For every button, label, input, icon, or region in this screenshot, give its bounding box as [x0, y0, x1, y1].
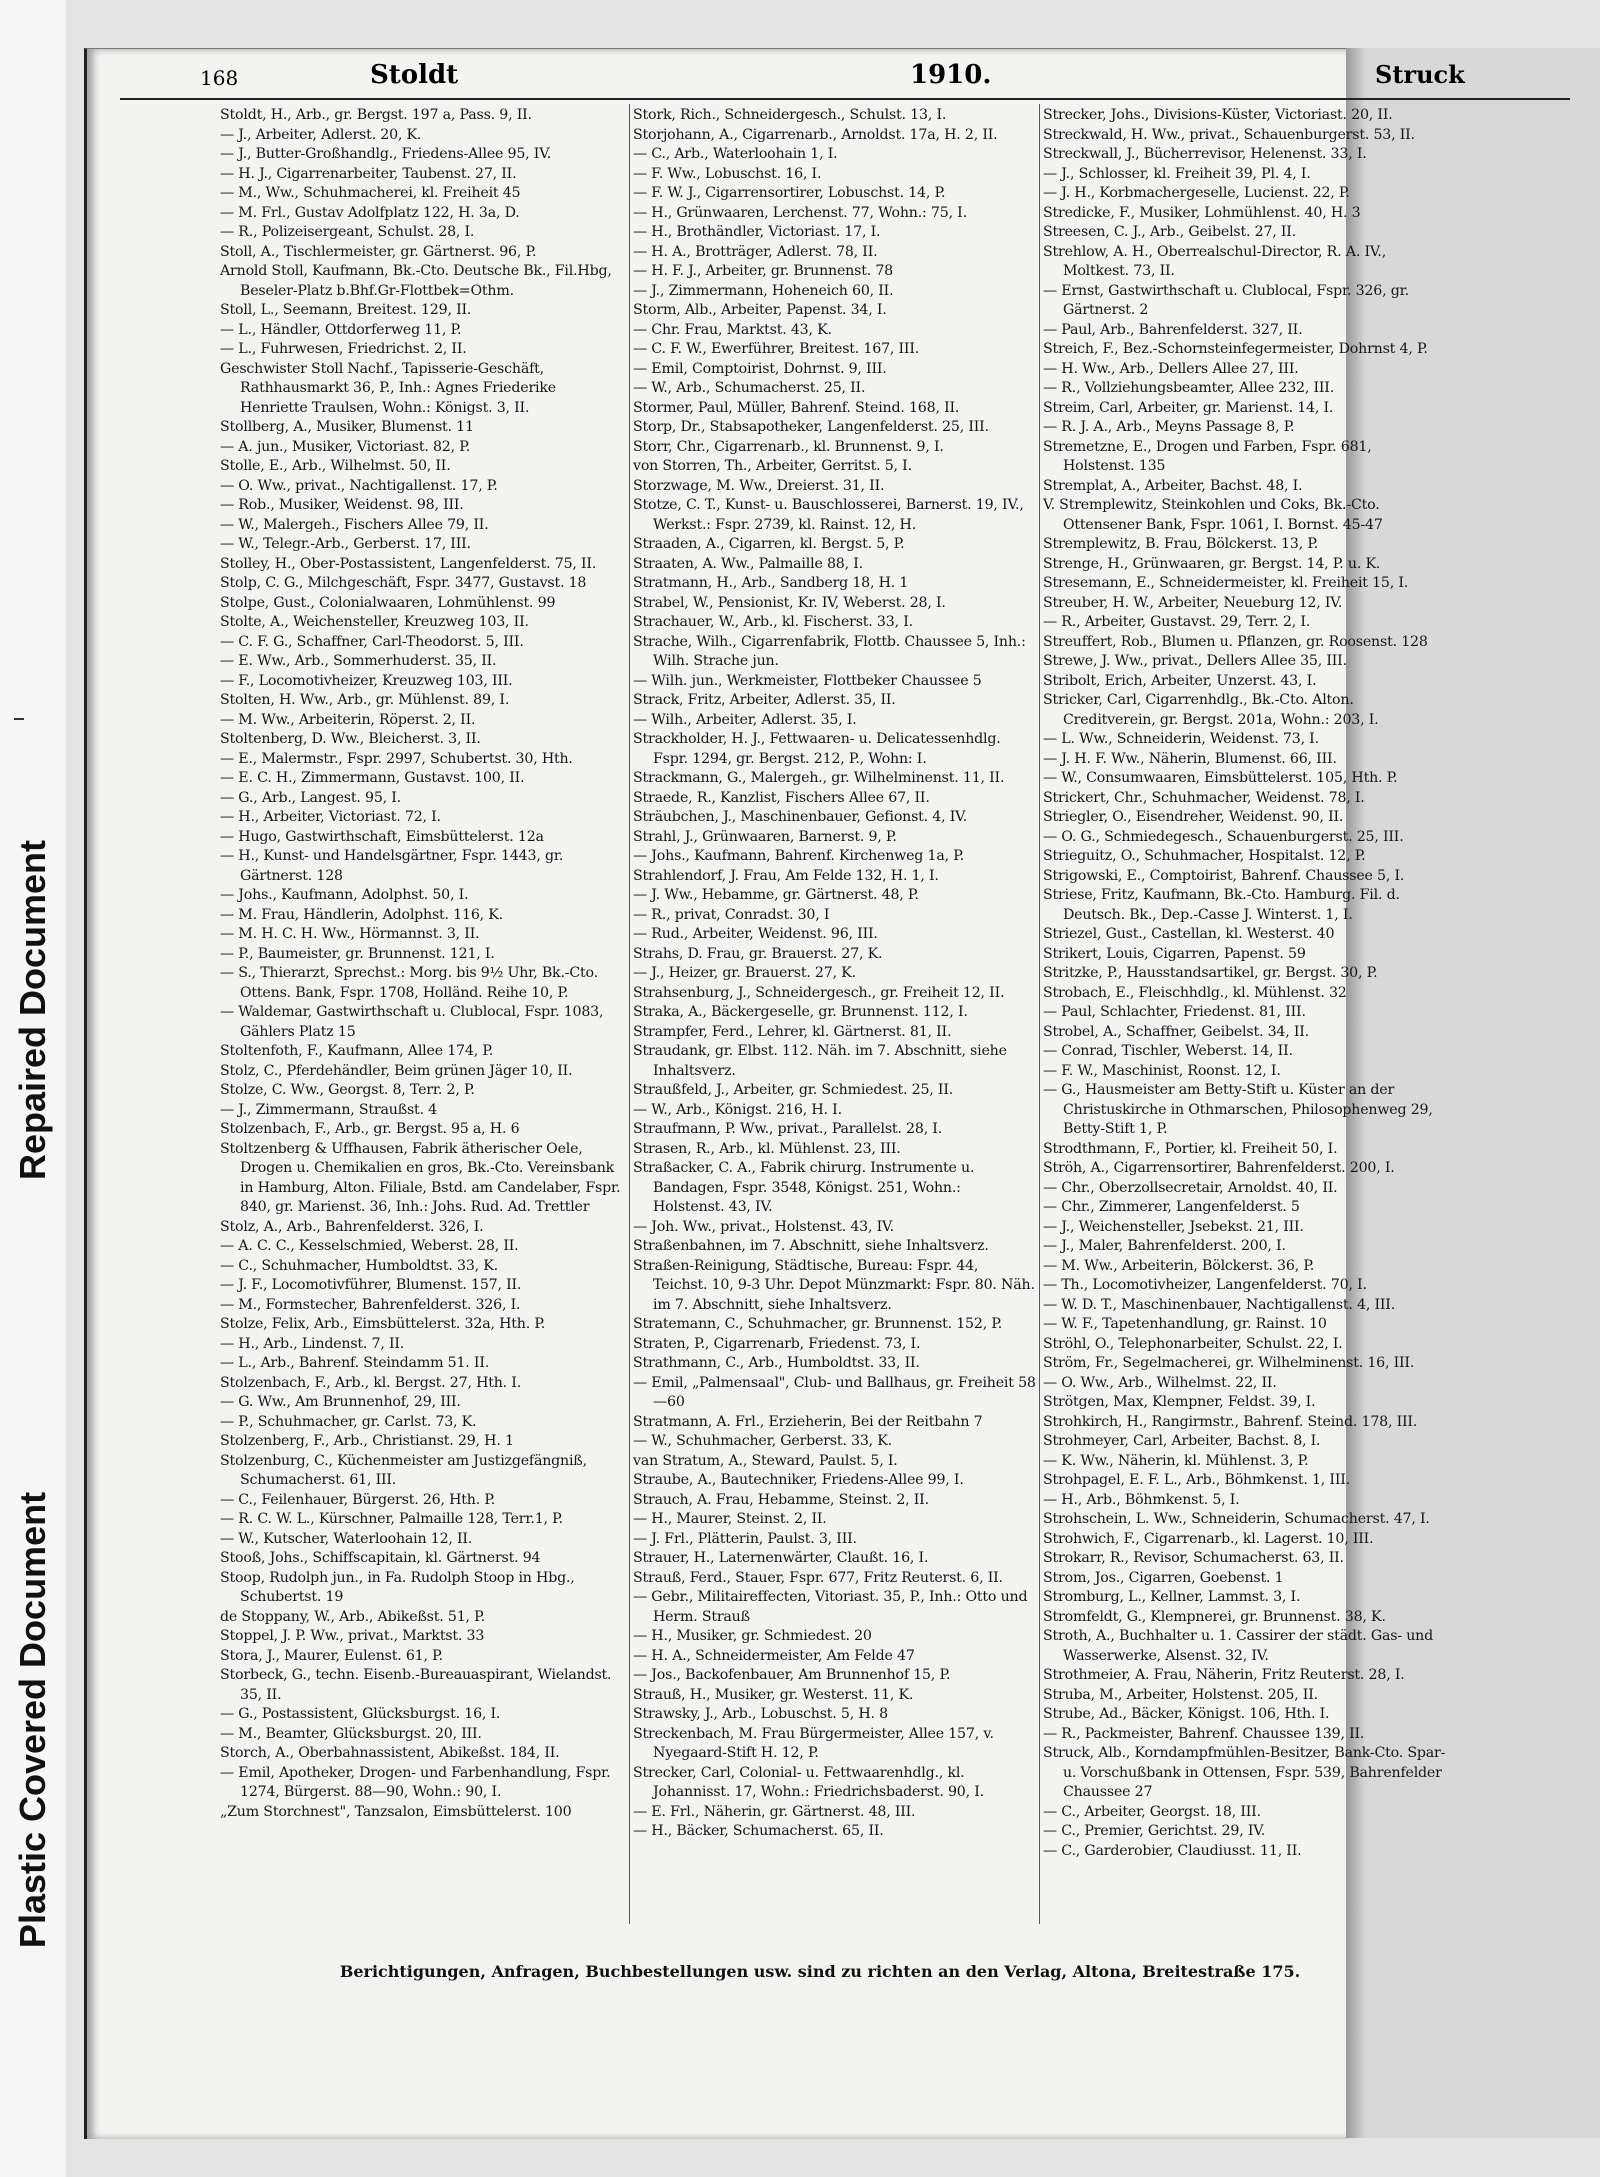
directory-entry: Straßenbahnen, im 7. Abschnitt, siehe Inhaltsverz. — [633, 1238, 989, 1254]
directory-entry: — H., Musiker, gr. Schmiedest. 20 — [633, 1628, 872, 1644]
directory-entry: Geschwister Stoll Nachf., Tapisserie-Geschäft, Rathhausmarkt 36, P., Inh.: Agnes Friederike Henriette Traulsen, Wohn.: Königst. 3, II. — [220, 360, 556, 416]
directory-entry: — O. Ww., Arb., Wilhelmst. 22, II. — [1043, 1374, 1277, 1391]
directory-entry: Strehlow, A. H., Oberrealschul-Director, R. A. IV., Moltkest. 73, II. — [1043, 243, 1387, 279]
directory-entry: Strathmann, C., Arb., Humboldtst. 33, II. — [633, 1355, 920, 1371]
directory-entry: — M. Frau, Händlerin, Adolphst. 116, K. — [220, 906, 503, 923]
directory-entry: Strahs, D. Frau, gr. Brauerst. 27, K. — [633, 945, 883, 962]
directory-entry: — Waldemar, Gastwirthschaft u. Clublocal, Fspr. 1083, Gählers Platz 15 — [220, 1004, 604, 1040]
directory-entry: — G., Arb., Langest. 95, I. — [220, 789, 401, 806]
directory-column-2 — [633, 106, 1036, 1946]
directory-entry: — H. A., Schneidermeister, Am Felde 47 — [633, 1647, 915, 1664]
directory-entry: Strohwich, F., Cigarrenarb., kl. Lagerst. 10, III. — [1043, 1530, 1374, 1547]
directory-entry: Ströh, A., Cigarrensortirer, Bahrenfelderst. 200, I. — [1043, 1160, 1395, 1176]
directory-entry: Straten, P., Cigarrenarb, Friedenst. 73, I. — [633, 1335, 921, 1352]
directory-entry: — E. C. H., Zimmermann, Gustavst. 100, II. — [220, 770, 525, 786]
directory-entry: — Joh. Ww., privat., Holstenst. 43, IV. — [633, 1218, 894, 1235]
directory-entry: — J., Butter-Großhandlg., Friedens-Allee 95, IV. — [220, 146, 552, 162]
directory-entry: — J., Maler, Bahrenfelderst. 200, I. — [1043, 1238, 1286, 1254]
directory-entry: — H., Arb., Böhmkenst. 5, I. — [1043, 1491, 1240, 1508]
directory-entry: Straube, A., Bautechniker, Friedens-Allee 99, I. — [633, 1472, 964, 1488]
directory-entry: Stremplat, A., Arbeiter, Bachst. 48, I. — [1043, 477, 1303, 494]
directory-entry: — M., Ww., Schuhmacherei, kl. Freiheit 45 — [220, 185, 521, 201]
directory-entry: — F., Locomotivheizer, Kreuzweg 103, III. — [220, 672, 513, 689]
directory-entry: — J. H., Korbmachergeselle, Lucienst. 22, P. — [1043, 185, 1350, 201]
column-divider — [629, 104, 630, 1924]
directory-entry: Strube, Ad., Bäcker, Königst. 106, Hth. I. — [1043, 1706, 1330, 1722]
directory-entry: — W., Arb., Königst. 216, H. I. — [633, 1101, 842, 1118]
directory-entry: Storch, A., Oberbahnassistent, Abikeßst. 184, II. — [220, 1745, 560, 1761]
directory-entry: — K. Ww., Näherin, kl. Mühlenst. 3, P. — [1043, 1452, 1309, 1469]
directory-entry: — Chr., Oberzollsecretair, Arnoldst. 40, II. — [1043, 1179, 1338, 1196]
directory-entry: — Rob., Musiker, Weidenst. 98, III. — [220, 497, 464, 513]
directory-entry: Strohmeyer, Carl, Arbeiter, Bachst. 8, I. — [1043, 1433, 1321, 1449]
directory-entry: Strasen, R., Arb., kl. Mühlenst. 23, III. — [633, 1140, 901, 1157]
directory-entry: — C., Premier, Gerichtst. 29, IV. — [1043, 1823, 1266, 1839]
directory-entry: Strohschein, L. Ww., Schneiderin, Schumacherst. 47, I. — [1043, 1511, 1430, 1527]
directory-entry: Stolle, E., Arb., Wilhelmst. 50, II. — [220, 458, 451, 474]
directory-entry: Straaden, A., Cigarren, kl. Bergst. 5, P. — [633, 536, 905, 552]
directory-entry: — G., Postassistent, Glücksburgst. 16, I. — [220, 1706, 501, 1722]
directory-entry: Storm, Alb., Arbeiter, Papenst. 34, I. — [633, 302, 887, 318]
directory-entry: — Chr., Zimmerer, Langenfelderst. 5 — [1043, 1199, 1300, 1215]
directory-entry: Strauch, A. Frau, Hebamme, Steinst. 2, II. — [633, 1491, 929, 1508]
directory-entry: — J. H. F. Ww., Näherin, Blumenst. 66, III. — [1043, 750, 1337, 767]
directory-entry: „Zum Storchnest", Tanzsalon, Eimsbüttelerst. 100 — [220, 1803, 572, 1820]
directory-entry: Strackmann, G., Malergeh., gr. Wilhelminenst. 11, II. — [633, 770, 1005, 786]
directory-entry: Stribolt, Erich, Arbeiter, Unzerst. 43, I. — [1043, 672, 1317, 689]
directory-entry: Ström, Fr., Segelmacherei, gr. Wilhelminenst. 16, III. — [1043, 1355, 1415, 1371]
directory-entry: Struck, Alb., Korndampfmühlen-Besitzer, Bank-Cto. Spar- u. Vorschußbank in Ottensen, Fspr. 539, Bahrenfelder Chaussee 27 — [1043, 1745, 1446, 1800]
directory-entry: — O. G., Schmiedegesch., Schauenburgerst. 25, III. — [1043, 828, 1404, 845]
directory-entry: — H., Arbeiter, Victoriast. 72, I. — [220, 809, 441, 825]
directory-entry: Stratmann, H., Arb., Sandberg 18, H. 1 — [633, 575, 909, 591]
directory-entry: — Th., Locomotivheizer, Langenfelderst. 70, I. — [1043, 1277, 1367, 1293]
directory-entry: — J., Zimmermann, Straußst. 4 — [220, 1101, 438, 1118]
directory-entry: — H., Maurer, Steinst. 2, II. — [633, 1511, 827, 1527]
directory-entry: Strahlendorf, J. Frau, Am Felde 132, H. 1, I. — [633, 867, 939, 884]
directory-entry: Straußfeld, J., Arbeiter, gr. Schmiedest. 25, II. — [633, 1082, 954, 1098]
directory-entry: Straka, A., Bäckergeselle, gr. Brunnenst. 112, I. — [633, 1004, 968, 1020]
directory-entry: Strigowski, E., Comptoirist, Bahrenf. Chaussee 5, I. — [1043, 867, 1405, 884]
directory-entry: — M. Frl., Gustav Adolfplatz 122, H. 3a, D. — [220, 204, 520, 221]
directory-entry: Strauer, H., Laternenwärter, Claußt. 16, I. — [633, 1550, 929, 1566]
directory-entry: — C., Arbeiter, Georgst. 18, III. — [1043, 1803, 1261, 1820]
directory-entry: — J., Arbeiter, Adlerst. 20, K. — [220, 126, 422, 143]
directory-entry: — E., Malermstr., Fspr. 2997, Schubertst. 30, Hth. — [220, 750, 573, 767]
directory-entry: Stritzke, P., Hausstandsartikel, gr. Bergst. 30, P. — [1043, 965, 1378, 981]
directory-entry: Strohpagel, E. F. L., Arb., Böhmkenst. 1, III. — [1043, 1472, 1350, 1488]
directory-entry: — J. Ww., Hebamme, gr. Gärtnerst. 48, P. — [633, 887, 919, 903]
header-year: 1910. — [910, 60, 992, 90]
directory-entry: — Wilh., Arbeiter, Adlerst. 35, I. — [633, 711, 857, 728]
page-number: 168 — [200, 66, 239, 90]
directory-entry: Strahl, J., Grünwaaren, Barnerst. 9, P. — [633, 828, 897, 845]
directory-entry: Stolzenbach, F., Arb., kl. Bergst. 27, Hth. I. — [220, 1374, 522, 1391]
directory-entry: Strackholder, H. J., Fettwaaren- u. Delicatessenhdlg. Fspr. 1294, gr. Bergst. 212, P., Wohn: I. — [633, 731, 1001, 767]
directory-entry: Strom, Jos., Cigarren, Goebenst. 1 — [1043, 1569, 1284, 1586]
directory-entry: Strawsky, J., Arb., Lobuschst. 5, H. 8 — [633, 1706, 888, 1722]
directory-entry: von Storren, Th., Arbeiter, Gerritst. 5, I. — [633, 458, 912, 474]
directory-entry: Stoldt, H., Arb., gr. Bergst. 197 a, Pass. 9, II. — [220, 107, 532, 123]
directory-entry: Strodthmann, F., Portier, kl. Freiheit 50, I. — [1043, 1140, 1338, 1157]
directory-entry: — A. jun., Musiker, Victoriast. 82, P. — [220, 438, 471, 455]
directory-entry: Straßen-Reinigung, Städtische, Bureau: Fspr. 44, Teichst. 10, 9-3 Uhr. Depot Münzmarkt: Fspr. 80. Näh. im 7. Abschnitt, siehe Inhaltsverz. — [633, 1257, 1035, 1313]
directory-entry: Straudank, gr. Elbst. 112. Näh. im 7. Abschnitt, siehe Inhaltsverz. — [633, 1043, 1007, 1079]
directory-entry: — Rud., Arbeiter, Weidenst. 96, III. — [633, 926, 878, 942]
directory-entry: Stotze, C. T., Kunst- u. Bauschlosserei, Barnerst. 19, IV., Werkst.: Fspr. 2739, kl. Rainst. 12, H. — [633, 497, 1024, 533]
directory-entry: — Emil, „Palmensaal", Club- und Ballhaus, gr. Freiheit 58—60 — [633, 1374, 1036, 1410]
directory-entry: — W., Consumwaaren, Eimsbüttelerst. 105, Hth. P. — [1043, 770, 1398, 786]
directory-entry: — P., Schuhmacher, gr. Carlst. 73, K. — [220, 1413, 477, 1430]
directory-entry: — Wilh. jun., Werkmeister, Flottbeker Chaussee 5 — [633, 672, 982, 689]
directory-entry: — C. F. G., Schaffner, Carl-Theodorst. 5, III. — [220, 633, 524, 650]
directory-entry: Stolz, C., Pferdehändler, Beim grünen Jäger 10, II. — [220, 1062, 573, 1079]
directory-entry: — Johs., Kaufmann, Bahrenf. Kirchenweg 1a, P. — [633, 848, 964, 864]
directory-entry: Stoltenberg, D. Ww., Bleicherst. 3, II. — [220, 731, 481, 747]
directory-entry: Striese, Fritz, Kaufmann, Bk.-Cto. Hamburg. Fil. d. Deutsch. Bk., Dep.-Casse J. Winterst. 1, I. — [1043, 887, 1400, 923]
directory-entry: — H. F. J., Arbeiter, gr. Brunnenst. 78 — [633, 263, 893, 279]
directory-entry: Stratmann, A. Frl., Erzieherin, Bei der Reitbahn 7 — [633, 1413, 983, 1430]
directory-entry: Strabel, W., Pensionist, Kr. IV, Weberst. 28, I. — [633, 594, 946, 611]
directory-entry: Stolzenberg, F., Arb., Christianst. 29, H. 1 — [220, 1433, 514, 1449]
directory-entry: Stolzenburg, C., Küchenmeister am Justizgefängniß, Schumacherst. 61, III. — [220, 1452, 587, 1488]
directory-entry: — H., Bäcker, Schumacherst. 65, II. — [633, 1823, 884, 1839]
directory-entry: — O. Ww., privat., Nachtigallenst. 17, P. — [220, 477, 498, 494]
directory-entry: Strobach, E., Fleischhdlg., kl. Mühlenst. 32 — [1043, 984, 1347, 1001]
directory-entry: Stork, Rich., Schneidergesch., Schulst. 13, I. — [633, 107, 947, 123]
directory-entry: — W., Malergeh., Fischers Allee 79, II. — [220, 516, 489, 533]
directory-entry: — E. Frl., Näherin, gr. Gärtnerst. 48, III. — [633, 1803, 916, 1820]
directory-entry: Stromburg, L., Kellner, Lammst. 3, I. — [1043, 1589, 1301, 1605]
directory-entry: Streuber, H. W., Arbeiter, Neueburg 12, IV. — [1043, 594, 1343, 611]
directory-entry: Stresemann, E., Schneidermeister, kl. Freiheit 15, I. — [1043, 575, 1409, 591]
directory-entry: Storjohann, A., Cigarrenarb., Arnoldst. 17a, H. 2, II. — [633, 126, 998, 143]
directory-entry: Storbeck, G., techn. Eisenb.-Bureauaspirant, Wielandst. 35, II. — [220, 1667, 612, 1703]
directory-entry: Streuffert, Rob., Blumen u. Pflanzen, gr. Roosenst. 128 — [1043, 633, 1428, 650]
directory-entry: — C. F. W., Ewerführer, Breitest. 167, III. — [633, 341, 920, 357]
publisher-note: Berichtigungen, Anfragen, Buchbestellungen usw. sind zu richten an den Verlag, Altona, Breitestraße 175. — [339, 1962, 1301, 1981]
directory-entry: de Stoppany, W., Arb., Abikeßst. 51, P. — [220, 1608, 485, 1625]
directory-entry: — R., Arbeiter, Gustavst. 29, Terr. 2, I. — [1043, 614, 1311, 630]
directory-entry: Stoltzenberg & Uffhausen, Fabrik ätherischer Oele, Drogen u. Chemikalien en gros, Bk.-Cto. Vereinsbank in Hamburg, Alton. Filiale, Bstd. am Candelaber, Fspr. 840, gr. Marienst. 36, Inh.: Johs. Rud. Ad. Trettler — [220, 1140, 621, 1215]
directory-entry: Strokarr, R., Revisor, Schumacherst. 63, II. — [1043, 1550, 1344, 1566]
directory-entry: Stoppel, J. P. Ww., privat., Marktst. 33 — [220, 1628, 485, 1644]
directory-entry: Straufmann, P. Ww., privat., Parallelst. 28, I. — [633, 1121, 943, 1137]
directory-entry: — R., Polizeisergeant, Schulst. 28, I. — [220, 224, 475, 240]
directory-entry: — R., Packmeister, Bahrenf. Chaussee 139, II. — [1043, 1725, 1365, 1742]
directory-entry: — G., Hausmeister am Betty-Stift u. Küster an der Christuskirche in Othmarschen, Philosophenweg 29, Betty-Stift 1, P. — [1043, 1082, 1433, 1137]
directory-entry: Stora, J., Maurer, Eulenst. 61, P. — [220, 1647, 443, 1664]
directory-entry: — Conrad, Tischler, Weberst. 14, II. — [1043, 1043, 1293, 1059]
directory-entry: — L., Arb., Bahrenf. Steindamm 51. II. — [220, 1355, 490, 1371]
directory-entry: — M., Formstecher, Bahrenfelderst. 326, I. — [220, 1296, 521, 1313]
directory-entry: Strecker, Johs., Divisions-Küster, Victoriast. 20, II. — [1043, 107, 1393, 123]
directory-entry: Strobel, A., Schaffner, Geibelst. 34, II. — [1043, 1023, 1309, 1040]
header-last-name: Struck — [1375, 60, 1465, 89]
directory-entry: — Paul, Arb., Bahrenfelderst. 327, II. — [1043, 321, 1303, 338]
directory-entry: — E. Ww., Arb., Sommerhuderst. 35, II. — [220, 653, 497, 669]
directory-entry: — H. J., Cigarrenarbeiter, Taubenst. 27, II. — [220, 165, 517, 182]
directory-entry: — A. C. C., Kesselschmied, Weberst. 28, II. — [220, 1238, 519, 1254]
directory-entry: Stredicke, F., Musiker, Lohmühlenst. 40, H. 3 — [1043, 204, 1361, 221]
directory-entry: Stolte, A., Weichensteller, Kreuzweg 103, II. — [220, 614, 529, 630]
directory-column-1 — [220, 106, 623, 1946]
directory-entry: Strache, Wilh., Cigarrenfabrik, Flottb. Chaussee 5, Inh.: Wilh. Strache jun. — [633, 633, 1026, 669]
directory-entry: — H. Ww., Arb., Dellers Allee 27, III. — [1043, 360, 1299, 377]
directory-entry: — S., Thierarzt, Sprechst.: Morg. bis 9½ Uhr, Bk.-Cto. Ottens. Bank, Fspr. 1708, Holländ. Reihe 10, P. — [220, 965, 598, 1001]
directory-entry: — W., Arb., Schumacherst. 25, II. — [633, 380, 866, 396]
directory-entry: — Paul, Schlachter, Friedenst. 81, III. — [1043, 1004, 1306, 1020]
directory-entry: — F. Ww., Lobuschst. 16, I. — [633, 165, 822, 182]
directory-entry: Stolpe, Gust., Colonialwaaren, Lohmühlenst. 99 — [220, 594, 556, 611]
directory-entry: Straede, R., Kanzlist, Fischers Allee 67, II. — [633, 789, 930, 806]
directory-entry: Stolze, C. Ww., Georgst. 8, Terr. 2, P. — [220, 1082, 475, 1098]
directory-column-3 — [1043, 106, 1446, 1946]
directory-entry: — L. Ww., Schneiderin, Weidenst. 73, I. — [1043, 731, 1319, 747]
document-cover-strip: Plastic Covered Document Repaired Document — [0, 0, 66, 2177]
directory-entry: Stollberg, A., Musiker, Blumenst. 11 — [220, 419, 474, 435]
directory-entry: Storzwage, M. Ww., Dreierst. 31, II. — [633, 477, 885, 494]
directory-entry: — W., Kutscher, Waterloohain 12, II. — [220, 1530, 473, 1547]
directory-entry: Strötgen, Max, Klempner, Feldst. 39, I. — [1043, 1394, 1316, 1410]
directory-entry: — J., Heizer, gr. Brauerst. 27, K. — [633, 965, 856, 981]
header-first-name: Stoldt — [370, 60, 459, 90]
directory-entry: Stolley, H., Ober-Postassistent, Langenfelderst. 75, II. — [220, 555, 597, 572]
directory-entry: Strauß, H., Musiker, gr. Westerst. 11, K. — [633, 1686, 914, 1703]
directory-entry: — Ernst, Gastwirthschaft u. Clublocal, Fspr. 326, gr. Gärtnerst. 2 — [1043, 282, 1409, 318]
directory-entry: Stroth, A., Buchhalter u. 1. Cassirer der städt. Gas- und Wasserwerke, Alsenst. 32, IV. — [1043, 1628, 1433, 1664]
directory-entry: — M. Ww., Arbeiterin, Bölckerst. 36, P. — [1043, 1257, 1315, 1274]
directory-entry: Stoll, L., Seemann, Breitest. 129, II. — [220, 302, 472, 318]
directory-entry: — H., Arb., Lindenst. 7, II. — [220, 1335, 405, 1352]
directory-entry: — Emil, Comptoirist, Dohrnst. 9, III. — [633, 360, 887, 377]
directory-entry: — J., Schlosser, kl. Freiheit 39, Pl. 4, I. — [1043, 165, 1311, 182]
directory-entry: van Stratum, A., Steward, Paulst. 5, I. — [633, 1452, 898, 1469]
directory-entry: — J. Frl., Plätterin, Paulst. 3, III. — [633, 1530, 857, 1547]
directory-entry: Strecker, Carl, Colonial- u. Fettwaarenhdlg., kl. Johannisst. 17, Wohn.: Friedrichsbaderst. 90, I. — [633, 1764, 984, 1800]
directory-entry: Stolzenbach, F., Arb., gr. Bergst. 95 a, H. 6 — [220, 1121, 520, 1137]
directory-entry: — W. D. T., Maschinenbauer, Nachtigallenst. 4, III. — [1043, 1296, 1395, 1313]
directory-entry: — F. W. J., Cigarrensortirer, Lobuschst. 14, P. — [633, 185, 946, 201]
directory-entry: Ströhl, O., Telephonarbeiter, Schulst. 22, I. — [1043, 1335, 1343, 1352]
directory-entry: — J., Weichensteller, Jsebekst. 21, III. — [1043, 1218, 1304, 1235]
directory-entry: Stremetzne, E., Drogen und Farben, Fspr. 681, Holstenst. 135 — [1043, 438, 1372, 474]
directory-entry: Struba, M., Arbeiter, Holstenst. 205, II. — [1043, 1686, 1318, 1703]
directory-entry: Streckenbach, M. Frau Bürgermeister, Allee 157, v. Nyegaard-Stift H. 12, P. — [633, 1725, 994, 1761]
directory-entry: Streckwall, J., Bücherrevisor, Helenenst. 33, I. — [1043, 146, 1367, 162]
directory-entry: — H., Brothändler, Victoriast. 17, I. — [633, 224, 881, 240]
directory-entry: Striezel, Gust., Castellan, kl. Westerst. 40 — [1043, 926, 1335, 942]
directory-entry: — J., Zimmermann, Hoheneich 60, II. — [633, 282, 894, 299]
directory-entry: Strack, Fritz, Arbeiter, Adlerst. 35, II. — [633, 692, 896, 708]
directory-entry: — L., Händler, Ottdorferweg 11, P. — [220, 321, 462, 338]
directory-entry: Striegler, O., Eisendreher, Weidenst. 90, II. — [1043, 809, 1344, 825]
directory-entry: Strothmeier, A. Frau, Näherin, Fritz Reuterst. 28, I. — [1043, 1667, 1405, 1683]
directory-entry: Streich, F., Bez.-Schornsteinfegermeister, Dohrnst 4, P. — [1043, 341, 1428, 357]
directory-entry: — Chr. Frau, Marktst. 43, K. — [633, 321, 832, 338]
directory-entry: Strachauer, W., Arb., kl. Fischerst. 33, I. — [633, 614, 913, 630]
directory-entry: Stoltenfoth, F., Kaufmann, Allee 174, P. — [220, 1043, 494, 1059]
directory-entry: — Emil, Apotheker, Drogen- und Farbenhandlung, Fspr. 1274, Bürgerst. 88—90, Wohn.: 90, I. — [220, 1764, 611, 1800]
directory-entry: Stooß, Johs., Schiffscapitain, kl. Gärtnerst. 94 — [220, 1550, 541, 1566]
directory-entry: — G. Ww., Am Brunnenhof, 29, III. — [220, 1394, 461, 1410]
directory-entry: — M. H. C. H. Ww., Hörmannst. 3, II. — [220, 926, 480, 942]
directory-entry: — P., Baumeister, gr. Brunnenst. 121, I. — [220, 945, 495, 962]
directory-entry: — J. F., Locomotivführer, Blumenst. 157, II. — [220, 1277, 522, 1293]
directory-entry: — W. F., Tapetenhandlung, gr. Rainst. 10 — [1043, 1316, 1327, 1332]
directory-entry: Streckwald, H. Ww., privat., Schauenburgerst. 53, II. — [1043, 126, 1415, 143]
directory-entry: — H., Grünwaaren, Lerchenst. 77, Wohn.: 75, I. — [633, 204, 967, 221]
directory-entry: Strenge, H., Grünwaaren, gr. Bergst. 14, P. u. K. — [1043, 555, 1381, 572]
directory-entry: Stricker, Carl, Cigarrenhdlg., Bk.-Cto. Alton. Creditverein, gr. Bergst. 201a, Wohn.: 203, I. — [1043, 692, 1379, 728]
directory-entry: Stormer, Paul, Müller, Bahrenf. Steind. 168, II. — [633, 399, 960, 416]
page-header — [120, 58, 1570, 100]
directory-entry: Stolze, Felix, Arb., Eimsbüttelerst. 32a, Hth. P. — [220, 1316, 546, 1332]
directory-entry: — H., Kunst- und Handelsgärtner, Fspr. 1443, gr. Gärtnerst. 128 — [220, 848, 564, 884]
spine-mark — [14, 718, 24, 720]
directory-entry: Stolten, H. Ww., Arb., gr. Mühlenst. 89, I. — [220, 692, 510, 708]
directory-entry: — R., privat, Conradst. 30, I — [633, 906, 830, 923]
directory-entry: Streesen, C. J., Arb., Geibelst. 27, II. — [1043, 224, 1297, 240]
directory-entry: — Gebr., Militaireffecten, Vitoriast. 35, P., Inh.: Otto und Herm. Strauß — [633, 1589, 1028, 1625]
directory-entry: — Johs., Kaufmann, Adolphst. 50, I. — [220, 887, 469, 903]
directory-entry: Sträubchen, J., Maschinenbauer, Gefionst. 4, IV. — [633, 809, 968, 825]
directory-entry: Strahsenburg, J., Schneidergesch., gr. Freiheit 12, II. — [633, 984, 1005, 1001]
directory-entry: V. Stremplewitz, Steinkohlen und Coks, Bk.-Cto. Ottensener Bank, Fspr. 1061, I. Bornst. 45-47 — [1043, 497, 1383, 533]
directory-entry: Strauß, Ferd., Stauer, Fspr. 677, Fritz Reuterst. 6, II. — [633, 1569, 1003, 1586]
directory-entry: Stolp, C. G., Milchgeschäft, Fspr. 3477, Gustavst. 18 — [220, 575, 587, 591]
directory-entry: — W., Telegr.-Arb., Gerberst. 17, III. — [220, 536, 471, 552]
directory-entry: — H. A., Brotträger, Adlerst. 78, II. — [633, 243, 878, 260]
directory-entry: — R., Vollziehungsbeamter, Allee 232, III. — [1043, 380, 1335, 396]
directory-entry: Stromfeldt, G., Klempnerei, gr. Brunnenst. 38, K. — [1043, 1608, 1386, 1625]
directory-entry: Stremplewitz, B. Frau, Bölckerst. 13, P. — [1043, 536, 1319, 552]
directory-entry: Storr, Chr., Cigarrenarb., kl. Brunnenst. 9, I. — [633, 438, 944, 455]
directory-entry: — C., Garderobier, Claudiusst. 11, II. — [1043, 1842, 1302, 1859]
directory-entry: Straßacker, C. A., Fabrik chirurg. Instrumente u. Bandagen, Fspr. 3548, Königst. 251, Wohn.: Holstenst. 43, IV. — [633, 1160, 975, 1215]
directory-entry: — Jos., Backofenbauer, Am Brunnenhof 15, P. — [633, 1667, 951, 1683]
directory-entry: — Hugo, Gastwirthschaft, Eimsbüttelerst. 12a — [220, 828, 544, 845]
directory-entry: Arnold Stoll, Kaufmann, Bk.-Cto. Deutsche Bk., Fil.Hbg, Beseler-Platz b.Bhf.Gr-Flottbek=Othm. — [220, 263, 612, 299]
directory-entry: — R. C. W. L., Kürschner, Palmaille 128, Terr.1, P. — [220, 1511, 563, 1527]
directory-entry: Strikert, Louis, Cigarren, Papenst. 59 — [1043, 945, 1306, 962]
directory-entry: Strewe, J. Ww., privat., Dellers Allee 35, III. — [1043, 653, 1347, 669]
directory-entry: Stoll, A., Tischlermeister, gr. Gärtnerst. 96, P. — [220, 243, 537, 260]
directory-entry: Stoop, Rudolph jun., in Fa. Rudolph Stoop in Hbg., Schubertst. 19 — [220, 1569, 575, 1605]
directory-entry: Strieguitz, O., Schuhmacher, Hospitalst. 12, P. — [1043, 848, 1366, 864]
directory-entry: Strickert, Chr., Schuhmacher, Weidenst. 78, I. — [1043, 789, 1365, 806]
directory-entry: Streim, Carl, Arbeiter, gr. Marienst. 14, I. — [1043, 399, 1334, 416]
directory-entry: — C., Schuhmacher, Humboldtst. 33, K. — [220, 1257, 498, 1274]
directory-entry: Stolz, A., Arb., Bahrenfelderst. 326, I. — [220, 1218, 484, 1235]
directory-entry: Strampfer, Ferd., Lehrer, kl. Gärtnerst. 81, II. — [633, 1023, 952, 1040]
directory-entry: Strohkirch, H., Rangirmstr., Bahrenf. Steind. 178, III. — [1043, 1413, 1418, 1430]
column-divider — [1039, 104, 1040, 1924]
directory-entry: Storp, Dr., Stabsapotheker, Langenfelderst. 25, III. — [633, 419, 989, 435]
directory-entry: — C., Arb., Waterloohain 1, I. — [633, 146, 838, 162]
directory-entry: Straaten, A. Ww., Palmaille 88, I. — [633, 555, 863, 572]
directory-entry: — R. J. A., Arb., Meyns Passage 8, P. — [1043, 419, 1295, 435]
directory-entry: — L., Fuhrwesen, Friedrichst. 2, II. — [220, 341, 467, 357]
directory-entry: — W., Schuhmacher, Gerberst. 33, K. — [633, 1433, 892, 1449]
directory-entry: Stratemann, C., Schuhmacher, gr. Brunnenst. 152, P. — [633, 1316, 1003, 1332]
directory-entry: — C., Feilenhauer, Bürgerst. 26, Hth. P. — [220, 1491, 496, 1508]
directory-entry: — F. W., Maschinist, Roonst. 12, I. — [1043, 1062, 1281, 1079]
directory-entry: — M., Beamter, Glücksburgst. 20, III. — [220, 1725, 482, 1742]
directory-entry: — M. Ww., Arbeiterin, Röperst. 2, II. — [220, 711, 476, 728]
